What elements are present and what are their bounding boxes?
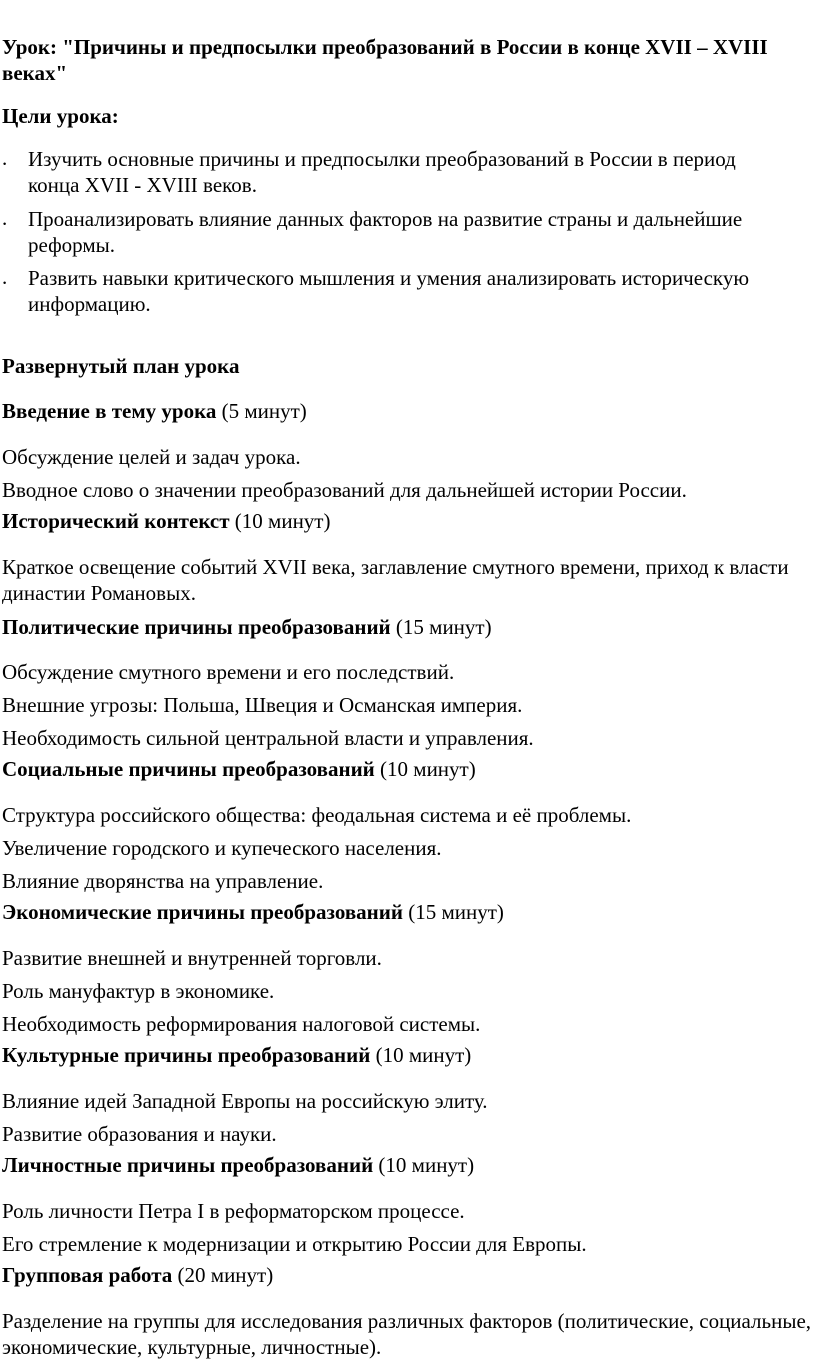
plan-line: Структура российского общества: феодальная система и её проблемы. [2, 803, 632, 827]
plan-heading: Развернутый план урока [2, 354, 240, 378]
plan-line: Необходимость сильной центральной власти и управления. [2, 726, 534, 750]
bullet-marker: . [2, 265, 8, 289]
section-heading [2, 1153, 474, 1178]
plan-line: Влияние дворянства на управление. [2, 869, 324, 893]
plan-line: Разделение на группы для исследования различных факторов (политические, социальные, экономические, культурные, личностные). [2, 1309, 812, 1359]
plan-line: Обсуждение целей и задач урока. [2, 445, 301, 469]
plan-line: Роль личности Петра I в реформаторском процессе. [2, 1199, 465, 1223]
bullet-marker: . [2, 146, 8, 170]
plan-line: Развитие внешней и внутренней торговли. [2, 946, 382, 970]
plan-line: Его стремление к модернизации и открытию России для Европы. [2, 1232, 587, 1256]
plan-line: Краткое освещение событий XVII века, заглавление смутного времени, приход к власти династии Романовых. [2, 555, 789, 605]
bullet-marker: . [2, 206, 8, 230]
lesson-title: Урок: "Причины и предпосылки преобразований в России в конце XVII – XVIII веках" [2, 35, 768, 85]
plan-line: Внешние угрозы: Польша, Швеция и Османская империя. [2, 693, 523, 717]
plan-line: Необходимость реформирования налоговой системы. [2, 1012, 481, 1036]
section-time: (20 минут) [177, 1263, 274, 1287]
goal-text: Проанализировать влияние данных факторов на развитие страны и дальнейшие реформы. [28, 207, 743, 257]
section-time: (10 минут) [234, 509, 331, 533]
goal-text: Изучить основные причины и предпосылки преобразований в России в период конца XVII - XVIII веков. [28, 147, 736, 197]
plan-line: Обсуждение смутного времени и его последствий. [2, 660, 455, 684]
section-title: Культурные причины преобразований [2, 1043, 371, 1067]
plan-line: Развитие образования и науки. [2, 1122, 277, 1146]
section-title: Социальные причины преобразований [2, 757, 375, 781]
plan-line: Вводное слово о значении преобразований для дальнейшей истории России. [2, 478, 687, 502]
section-heading [2, 1263, 273, 1288]
plan-line: Влияние идей Западной Европы на российскую элиту. [2, 1089, 488, 1113]
section-heading [2, 509, 330, 534]
section-heading [2, 757, 476, 782]
section-time: (10 минут) [380, 757, 476, 781]
section-title: Экономические причины преобразований [2, 900, 403, 924]
plan-line: Увеличение городского и купеческого населения. [2, 836, 442, 860]
section-title: Введение в тему урока [2, 399, 217, 423]
section-time: (15 минут) [408, 900, 504, 924]
section-title: Политические причины преобразований [2, 615, 391, 639]
section-time: (5 минут) [221, 399, 307, 423]
section-title: Исторический контекст [2, 509, 230, 533]
section-title: Личностные причины преобразований [2, 1153, 374, 1177]
section-heading [2, 1043, 471, 1068]
section-heading [2, 399, 307, 424]
section-time: (15 минут) [395, 615, 492, 639]
section-time: (10 минут) [378, 1153, 475, 1177]
section-heading [2, 900, 504, 925]
section-title: Групповая работа [2, 1263, 173, 1287]
goals-heading: Цели урока: [2, 104, 119, 128]
section-heading [2, 615, 492, 640]
section-time: (10 минут) [375, 1043, 472, 1067]
goal-text: Развить навыки критического мышления и умения анализировать историческую информацию. [28, 266, 750, 316]
plan-line: Роль мануфактур в экономике. [2, 979, 275, 1003]
